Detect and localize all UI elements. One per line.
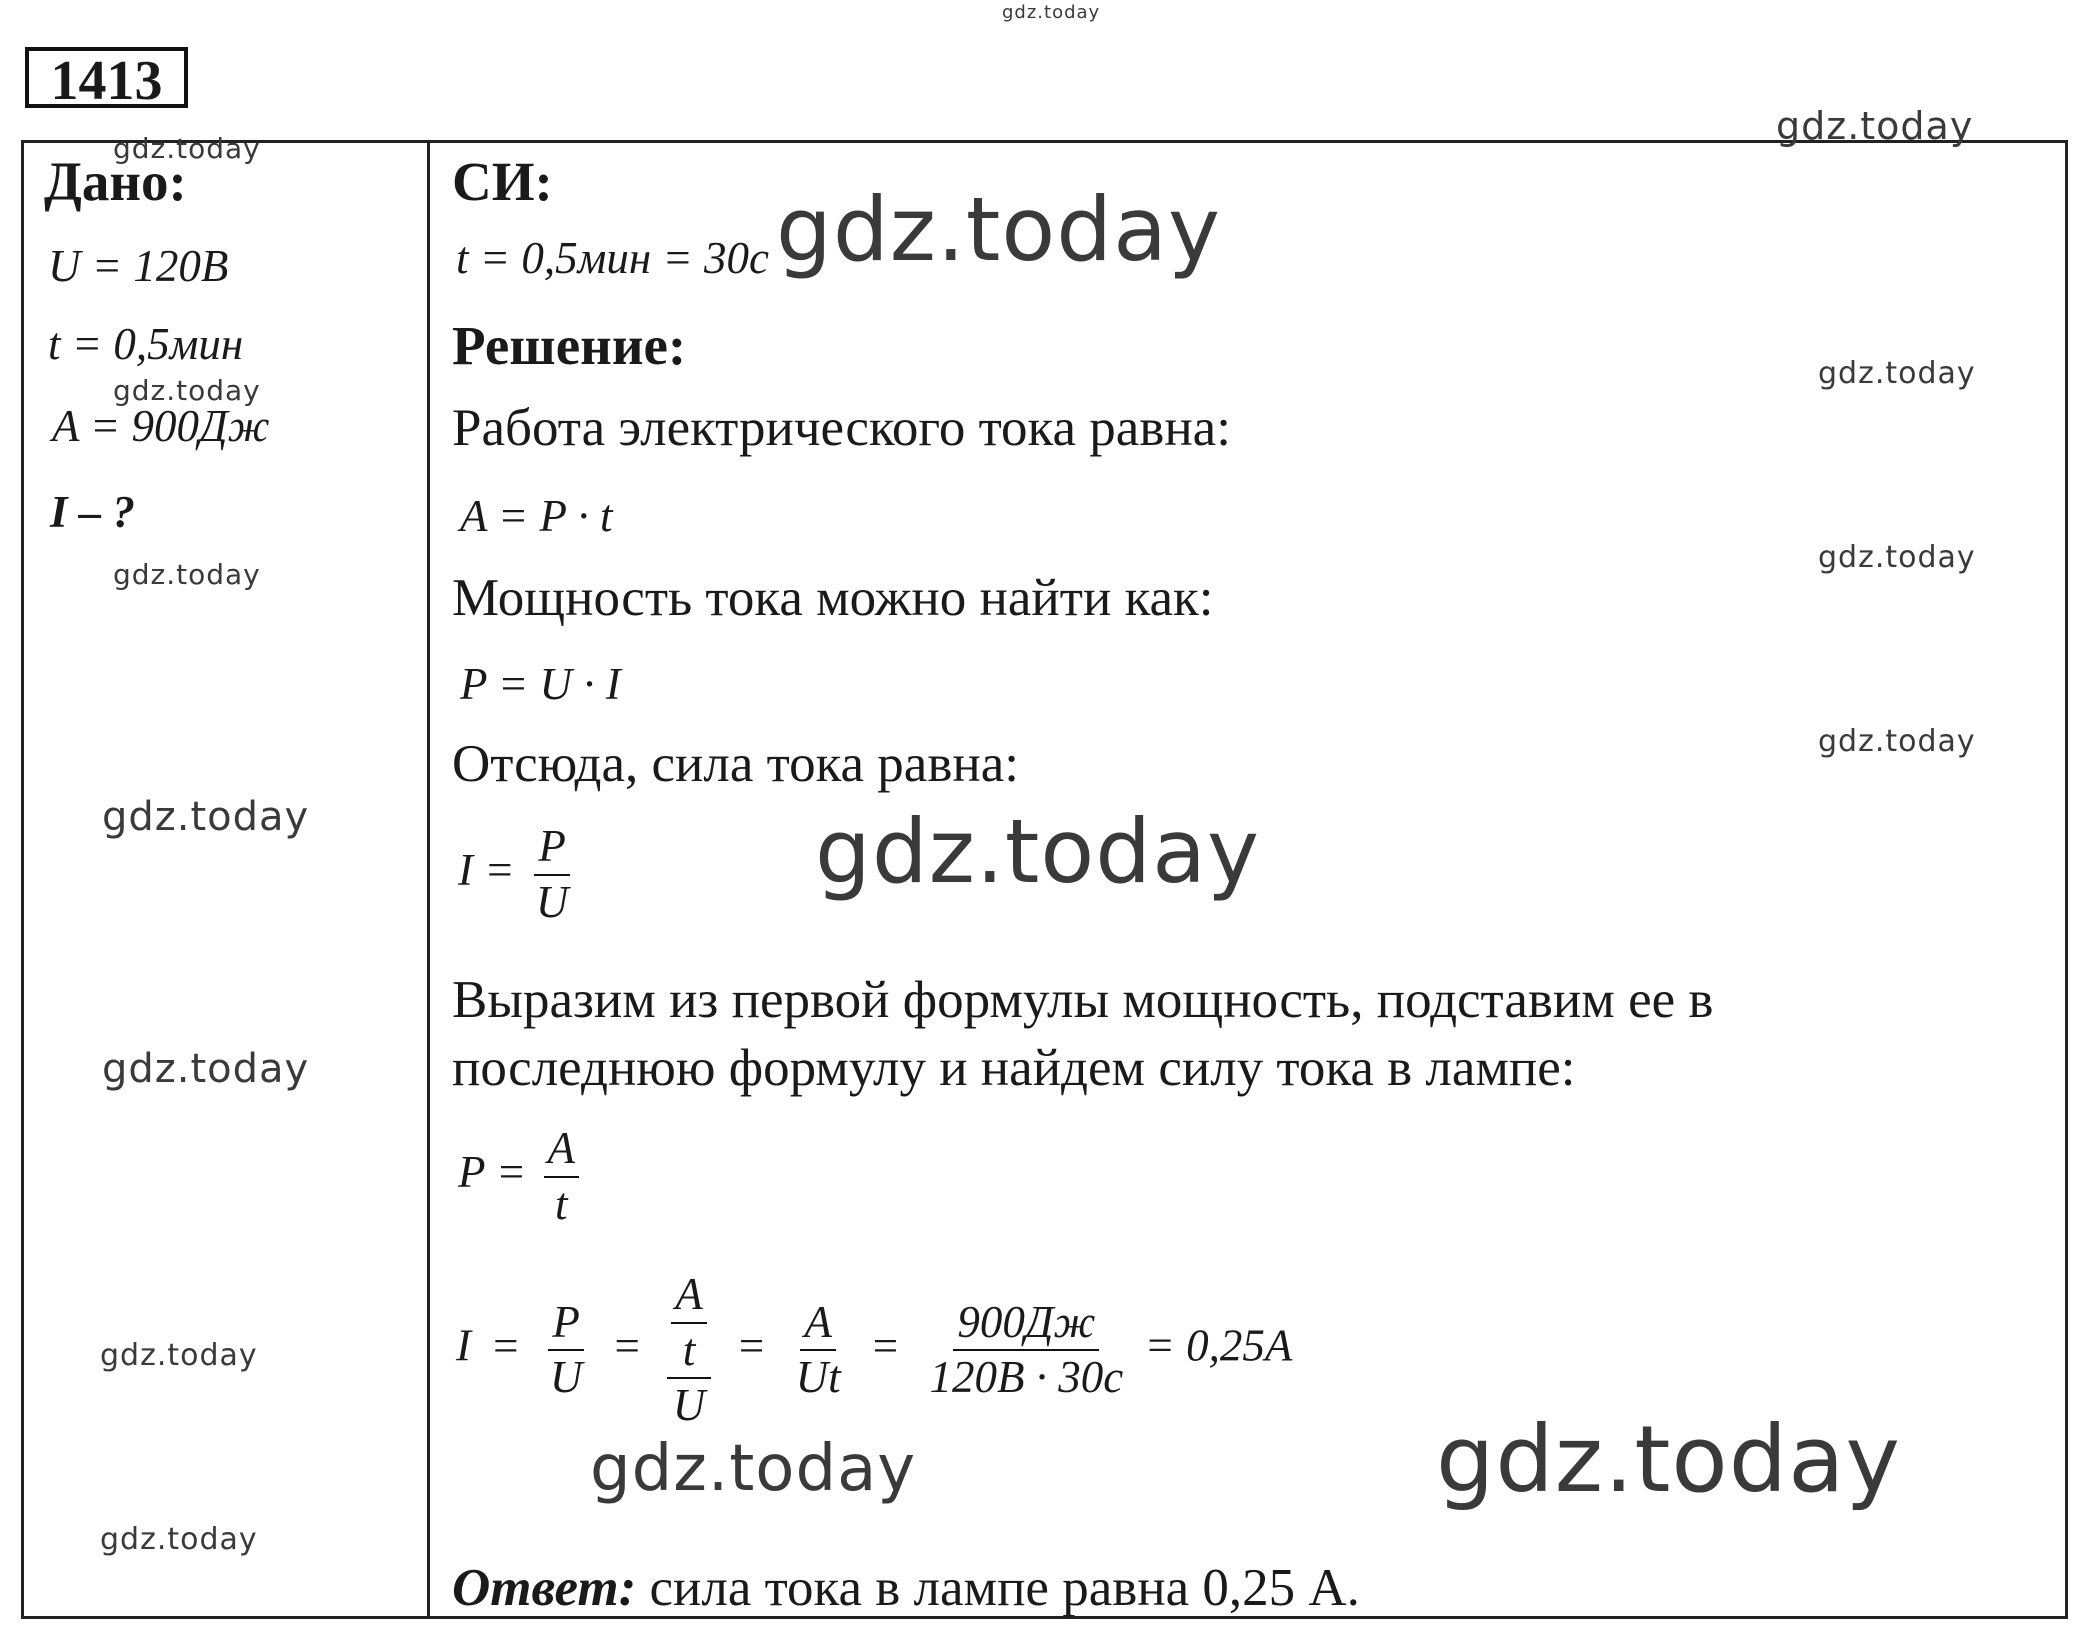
watermark: gdz.today (102, 1046, 310, 1092)
watermark: gdz.today (1002, 2, 1101, 23)
numerator: P (534, 822, 570, 876)
si-header: СИ: (452, 151, 553, 212)
equals-sign: = (736, 1320, 767, 1371)
denominator: U (549, 1352, 583, 1403)
inner-fraction-a-over-t (671, 1270, 707, 1375)
given-voltage: U = 120В (48, 241, 229, 291)
fraction-p-over-u (546, 1298, 587, 1403)
solution-text-work: Работа электрического тока равна: (452, 399, 1231, 457)
solution-text-express-a: Выразим из первой формулы мощность, подставим ее в (452, 971, 1714, 1029)
watermark: gdz.today (102, 794, 310, 840)
formula-lhs: I = (458, 844, 515, 895)
denominator: U (535, 876, 569, 927)
formula-lhs: I (456, 1320, 471, 1371)
denominator: t (682, 1324, 696, 1375)
denominator: 120В · 30с (929, 1352, 1124, 1403)
formula-current-from-power (458, 822, 578, 927)
denominator: U (672, 1380, 706, 1430)
fraction-a-over-ut (792, 1298, 845, 1403)
watermark: gdz.today (113, 558, 261, 591)
watermark: gdz.today (590, 1432, 917, 1506)
fraction-a-over-t (544, 1124, 580, 1229)
equals-sign: = (869, 1320, 901, 1371)
watermark: gdz.today (100, 1338, 258, 1373)
watermark: gdz.today (1818, 540, 1976, 575)
numerator: A (544, 1124, 580, 1178)
given-header: Дано: (44, 151, 187, 212)
watermark: gdz.today (776, 178, 1222, 281)
problem-number: 1413 (25, 47, 188, 108)
numerator: P (548, 1298, 584, 1352)
numerator: A (671, 1270, 707, 1324)
watermark: gdz.today (815, 800, 1261, 903)
denominator: t (555, 1178, 568, 1229)
formula-power-from-work (458, 1124, 585, 1229)
formula-lhs: P = (458, 1146, 527, 1197)
denominator: Ut (795, 1352, 841, 1403)
given-time: t = 0,5мин (48, 319, 244, 369)
watermark: gdz.today (113, 132, 261, 165)
numerator-a-over-t (667, 1270, 711, 1379)
solution-header: Решение: (452, 315, 687, 376)
column-divider (427, 140, 430, 1619)
formula-power: P = U · I (460, 659, 621, 709)
solution-text-power: Мощность тока можно найти как: (452, 569, 1214, 627)
equals-sign: = (490, 1320, 521, 1371)
answer-label: Ответ: (452, 1559, 637, 1617)
watermark: gdz.today (1818, 356, 1976, 391)
formula-work: A = P · t (460, 491, 613, 541)
watermark: gdz.today (113, 374, 261, 407)
watermark: gdz.today (1818, 724, 1976, 759)
fraction-numeric (926, 1298, 1128, 1403)
answer-text: сила тока в лампе равна 0,25 А. (649, 1559, 1360, 1617)
result-value: = 0,25A (1144, 1320, 1293, 1371)
answer-line (452, 1558, 1360, 1618)
numerator: 900Дж (953, 1298, 1099, 1352)
solution-text-current: Отсюда, сила тока равна: (452, 735, 1019, 793)
formula-final-calculation (456, 1270, 1292, 1431)
watermark: gdz.today (1776, 104, 1974, 148)
watermark: gdz.today (1436, 1406, 1901, 1513)
si-time-conversion: t = 0,5мин = 30с (456, 233, 770, 283)
given-work: A = 900Дж (52, 401, 270, 451)
given-unknown-current: I – ? (50, 487, 136, 537)
fraction-a-over-t-over-u (667, 1270, 711, 1431)
numerator: A (800, 1298, 836, 1352)
fraction-p-over-u (532, 822, 573, 927)
watermark: gdz.today (100, 1522, 258, 1557)
equals-sign: = (611, 1320, 642, 1371)
solution-text-express-b: последнюю формулу и найдем силу тока в лампе: (452, 1039, 1576, 1097)
